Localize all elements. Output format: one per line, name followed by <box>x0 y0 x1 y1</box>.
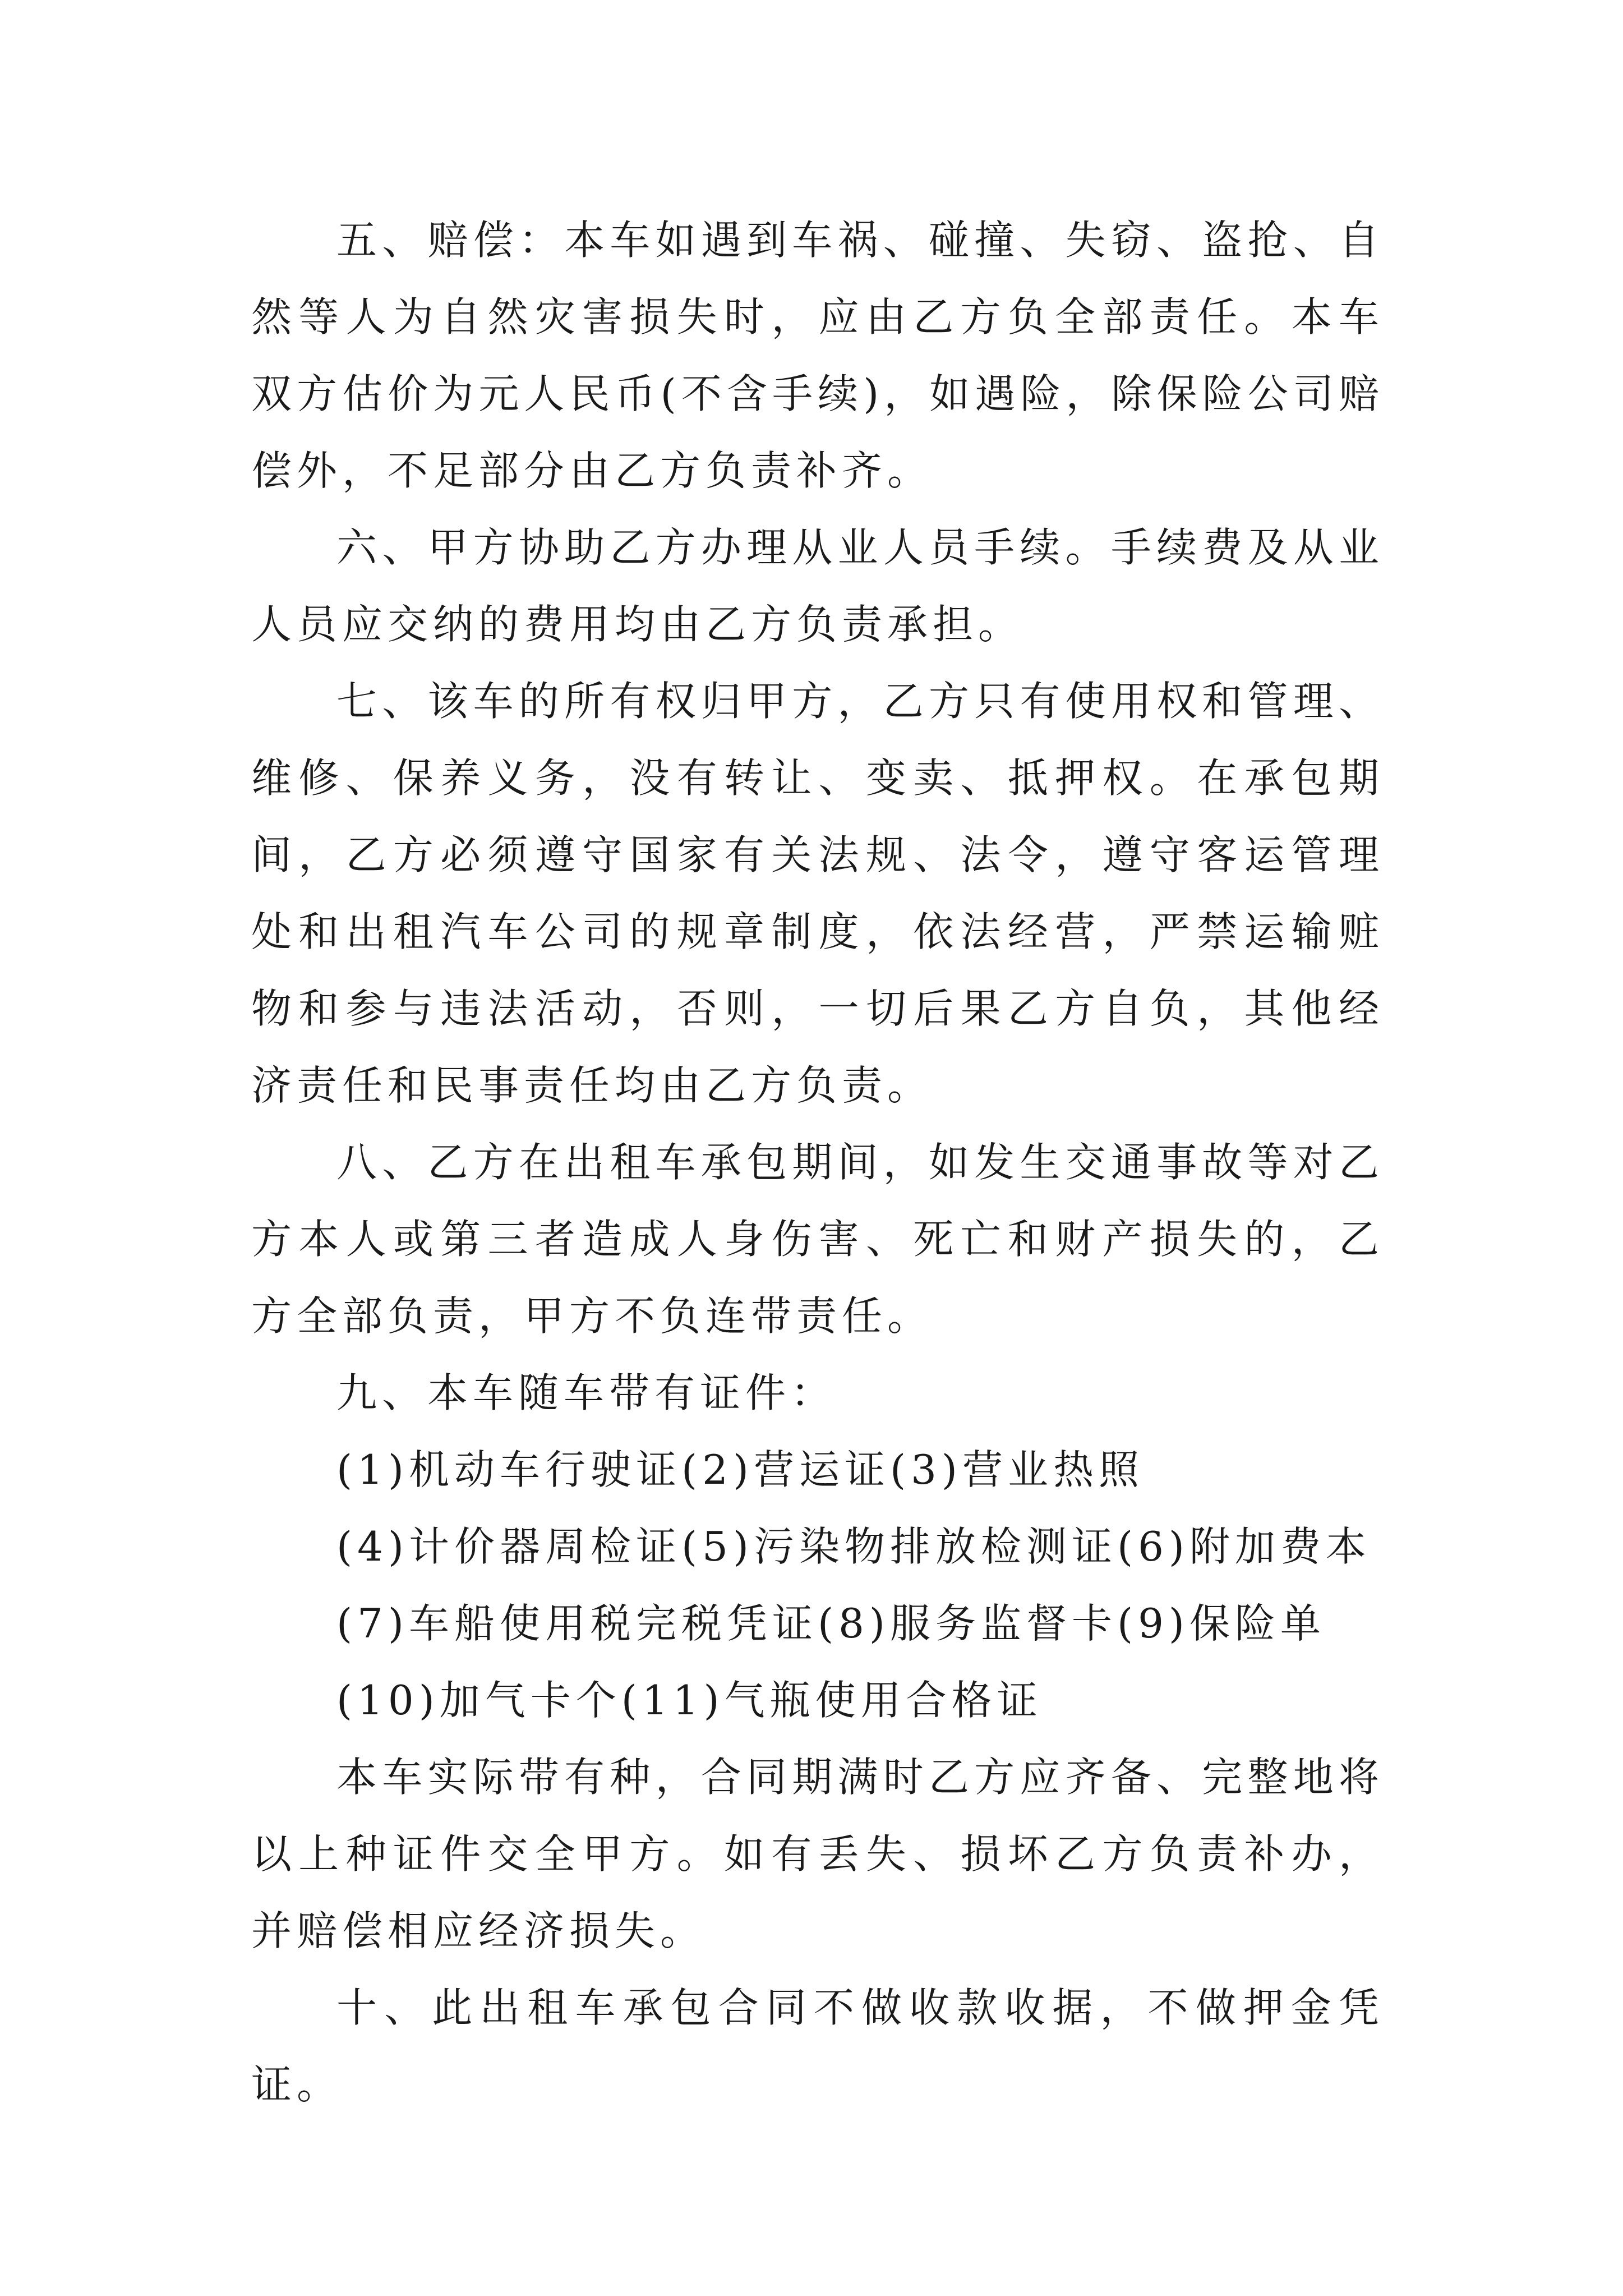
documents-return-note: 本车实际带有种，合同期满时乙方应齐备、完整地将以上种证件交全甲方。如有丢失、损坏乙方负责补办，并赔偿相应经济损失。 <box>251 1754 1384 1954</box>
document-list-item: (10)加气卡个(11)气瓶使用合格证 <box>336 1677 1043 1724</box>
clause-8-accidents: 八、乙方在出租车承包期间，如发生交通事故等对乙方本人或第三者造成人身伤害、死亡和财产损失的，乙方全部负责，甲方不负连带责任。 <box>251 1139 1384 1340</box>
clause-7-ownership: 七、该车的所有权归甲方，乙方只有使用权和管理、维修、保养义务，没有转让、变卖、抵押权。在承包期间，乙方必须遵守国家有关法规、法令，遵守客运管理处和出租汽车公司的规章制度，依法经营，严禁运输赃物和参与违法活动，否则，一切后果乙方自负，其他经济责任和民事责任均由乙方负责。 <box>251 678 1384 1109</box>
document-list-item: (7)车船使用税完税凭证(8)服务监督卡(9)保险单 <box>336 1600 1326 1647</box>
clause-10-receipt: 十、此出租车承包合同不做收款收据，不做押金凭证。 <box>251 1984 1384 2108</box>
clause-5-compensation: 五、赔偿：本车如遇到车祸、碰撞、失窃、盗抢、自然等人为自然灾害损失时，应由乙方负全部责任。本车双方估价为元人民币(不含手续)，如遇险，除保险公司赔偿外，不足部分由乙方负责补齐。 <box>251 217 1384 494</box>
clause-6-staff-procedures: 六、甲方协助乙方办理从业人员手续。手续费及从业人员应交纳的费用均由乙方负责承担。 <box>251 524 1384 648</box>
contract-body <box>251 202 1384 2123</box>
document-list-item: (1)机动车行驶证(2)营运证(3)营业热照 <box>336 1446 1144 1493</box>
document-list-item: (4)计价器周检证(5)污染物排放检测证(6)附加费本 <box>336 1523 1371 1570</box>
clause-9-documents: 九、本车随车带有证件： <box>336 1369 837 1416</box>
